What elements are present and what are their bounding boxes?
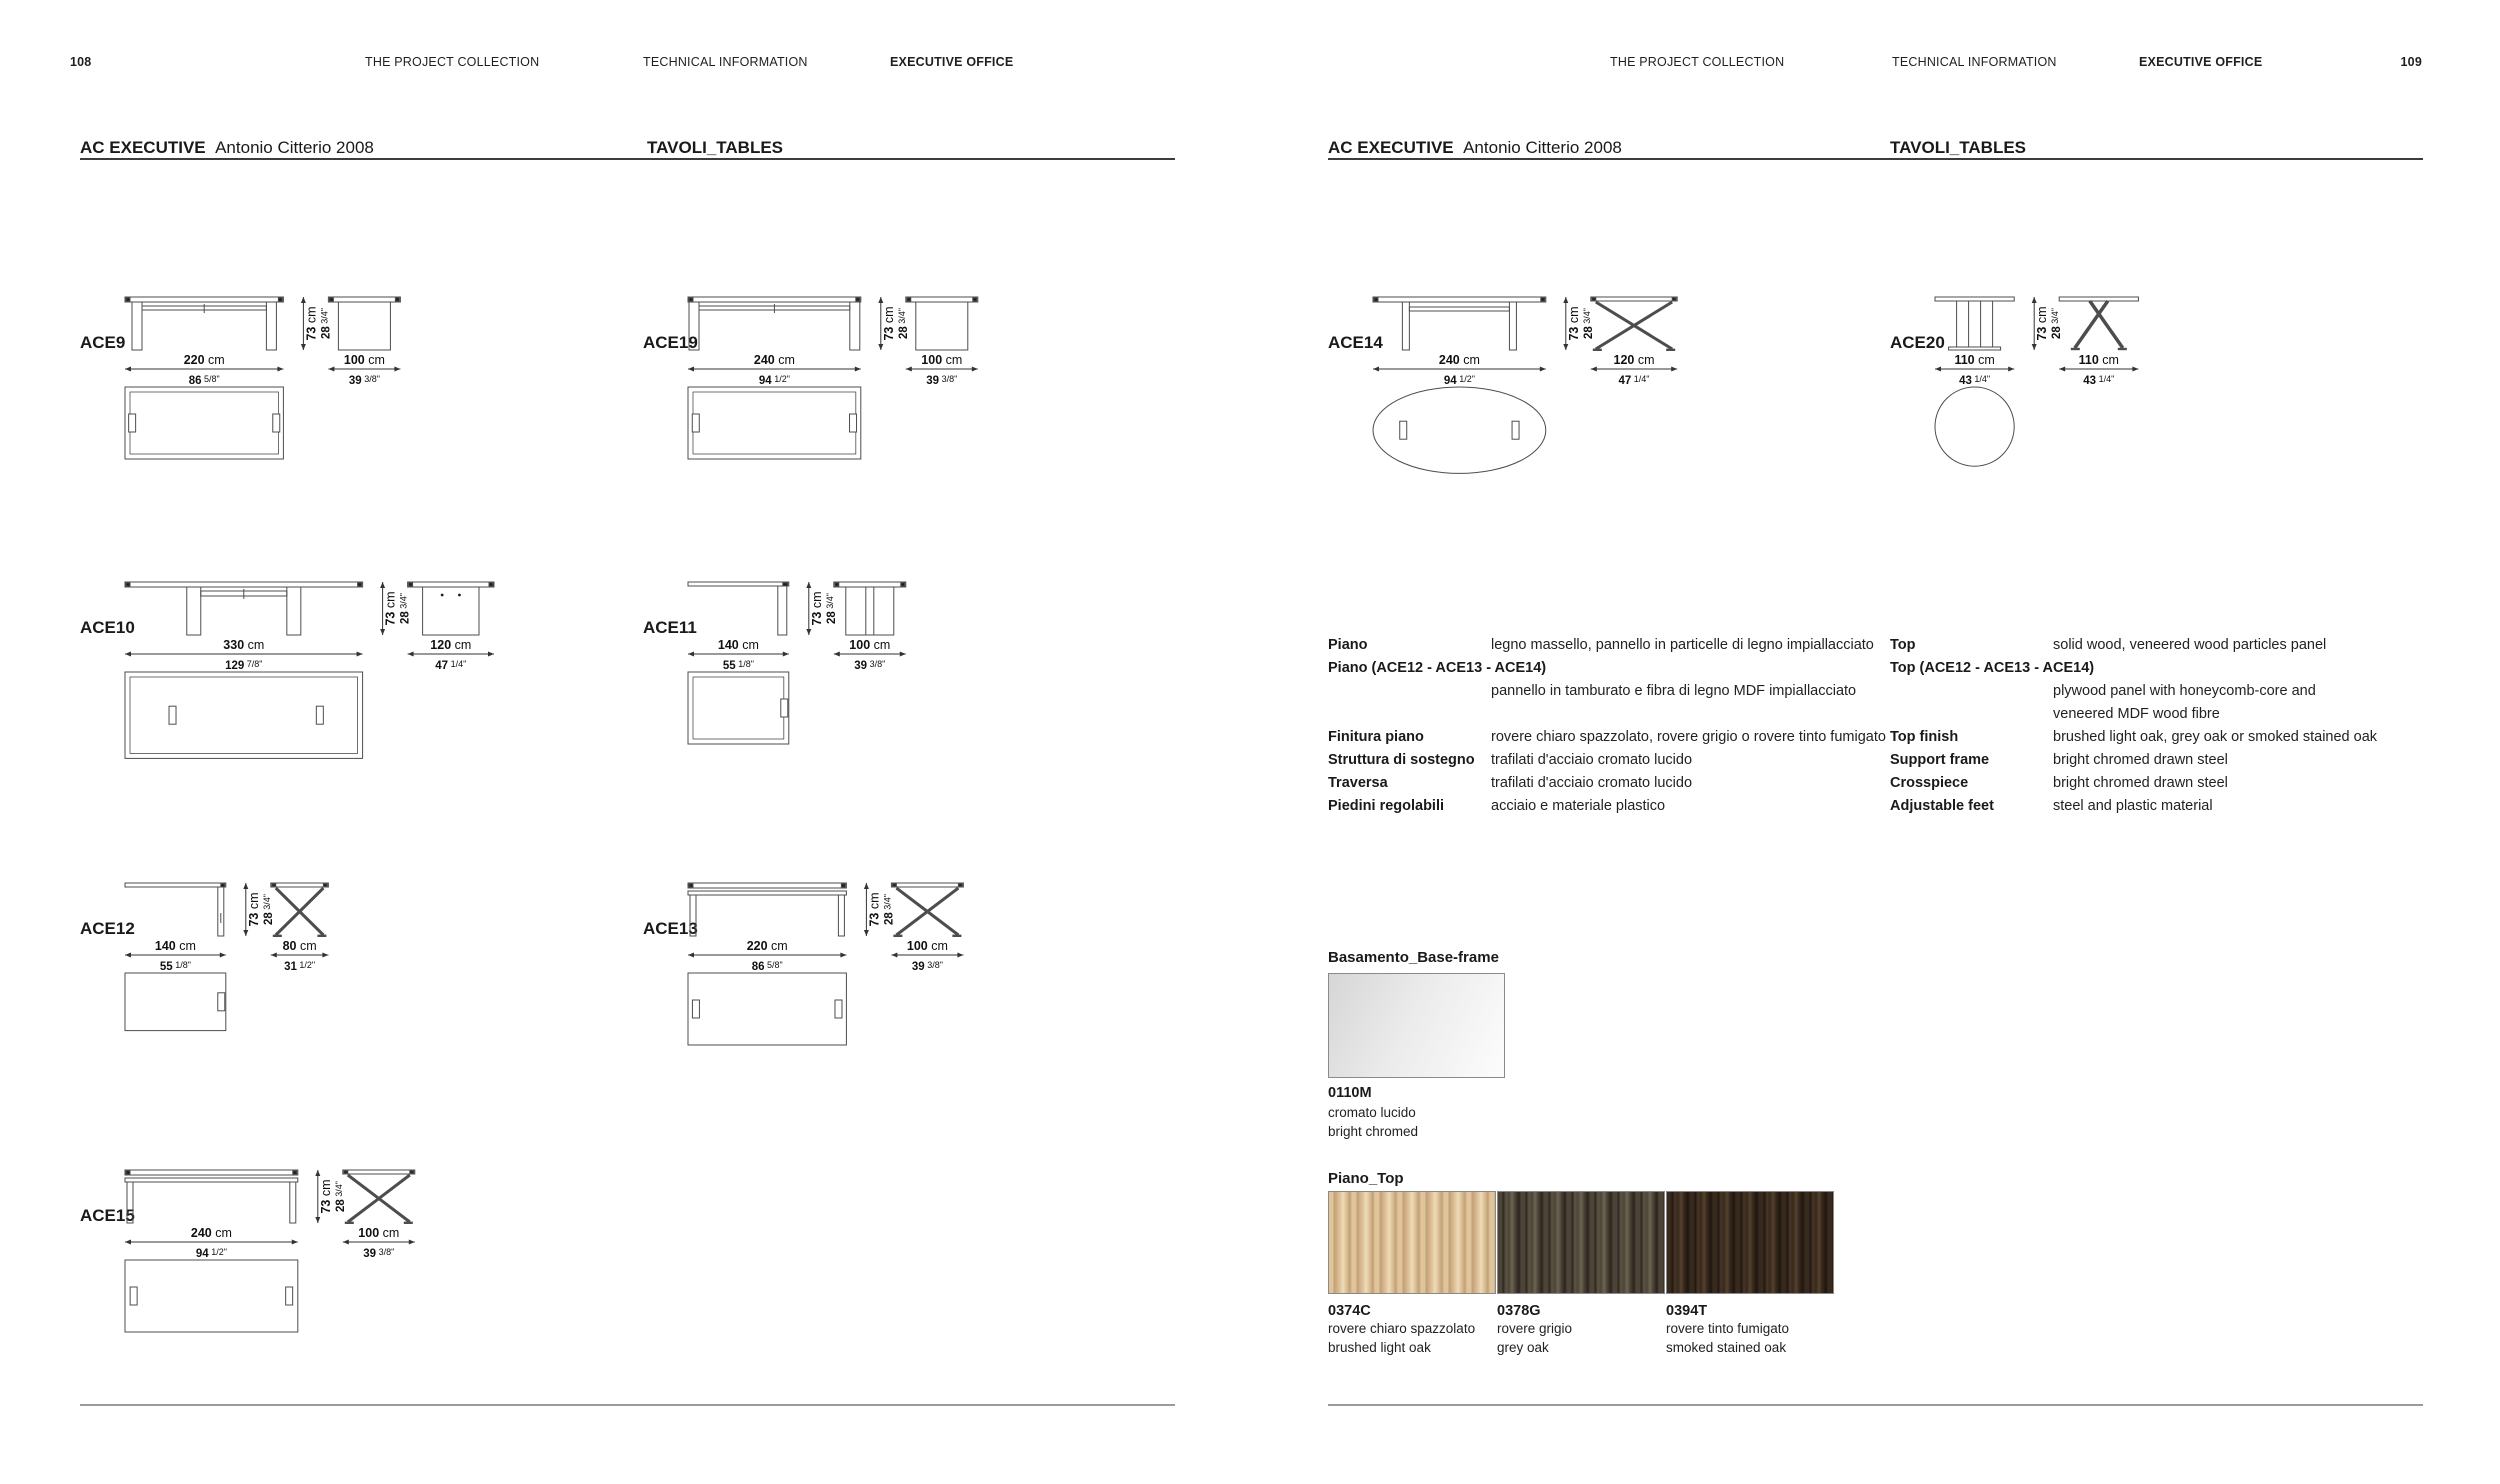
svg-text:240 cm: 240 cm — [753, 353, 795, 367]
svg-text:220 cm: 220 cm — [746, 939, 788, 953]
svg-text:47 1/4": 47 1/4" — [1618, 374, 1650, 387]
svg-text:100 cm: 100 cm — [358, 1226, 400, 1240]
page-number-left: 108 — [70, 55, 92, 69]
svg-text:73 cm: 73 cm — [809, 591, 824, 626]
svg-text:39 3/8": 39 3/8" — [348, 374, 380, 387]
svg-text:86 5/8": 86 5/8" — [188, 374, 220, 387]
base-frame-section-title: Basamento_Base-frame — [1328, 949, 1499, 966]
model-label: ACE12 — [80, 919, 135, 938]
finish-name-en: smoked stained oak — [1666, 1340, 1787, 1355]
finish-name-it: rovere grigio — [1497, 1321, 1573, 1336]
svg-text:28 3/4": 28 3/4" — [319, 307, 333, 340]
drawing-svg-ACE11 — [643, 582, 948, 750]
svg-text:140 cm: 140 cm — [154, 939, 196, 953]
spec-term: Crosspiece — [1890, 775, 1969, 791]
svg-text:73 cm: 73 cm — [867, 892, 882, 927]
header-section-right: EXECUTIVE OFFICE — [2139, 55, 2263, 69]
svg-text:47 1/4": 47 1/4" — [435, 659, 467, 672]
svg-text:94 1/2": 94 1/2" — [758, 374, 790, 387]
finish-name-it: rovere chiaro spazzolato — [1328, 1321, 1476, 1336]
spec-term: Traversa — [1328, 775, 1388, 791]
spec-term: Top (ACE12 - ACE13 - ACE14) — [1890, 660, 2095, 676]
wood-grain-sample — [1328, 1191, 1496, 1294]
svg-text:94 1/2": 94 1/2" — [195, 1247, 227, 1260]
model-label: ACE14 — [1328, 333, 1383, 352]
spec-desc: bright chromed drawn steel — [2053, 775, 2228, 791]
spec-term: Piano — [1328, 637, 1368, 653]
finish-code: 0374C — [1328, 1303, 1371, 1319]
svg-text:110 cm: 110 cm — [1954, 353, 1995, 367]
product-name: AC EXECUTIVE — [80, 138, 206, 157]
svg-text:28 3/4": 28 3/4" — [261, 893, 275, 926]
svg-text:100 cm: 100 cm — [849, 638, 891, 652]
category-title-right: TAVOLI_TABLES — [1890, 138, 2026, 157]
svg-text:94 1/2": 94 1/2" — [1443, 374, 1475, 387]
spec-term: Top finish — [1890, 729, 1959, 745]
spec-term: Support frame — [1890, 752, 1990, 768]
spec-desc: solid wood, veneered wood particles panel — [2053, 637, 2327, 653]
drawing-svg-ACE15 — [80, 1170, 457, 1338]
header-collection-right: THE PROJECT COLLECTION — [1610, 55, 1785, 69]
spec-desc: acciaio e materiale plastico — [1491, 798, 1666, 814]
svg-text:43 1/4": 43 1/4" — [2083, 374, 2115, 387]
svg-text:120 cm: 120 cm — [430, 638, 472, 652]
wood-swatch-1 — [1497, 1191, 1665, 1357]
header-section-left: EXECUTIVE OFFICE — [890, 55, 1014, 69]
svg-text:55 1/8": 55 1/8" — [722, 659, 754, 672]
spec-desc: plywood panel with honeycomb-core and — [2053, 683, 2316, 699]
finish-swatch-chrome — [1328, 973, 1505, 1078]
svg-text:100 cm: 100 cm — [906, 939, 948, 953]
svg-text:80 cm: 80 cm — [282, 939, 317, 953]
spec-desc: trafilati d'acciaio cromato lucido — [1491, 752, 1693, 768]
model-label: ACE13 — [643, 919, 698, 938]
drawing-svg-ACE10 — [80, 582, 536, 764]
svg-text:39 3/8": 39 3/8" — [926, 374, 958, 387]
spec-desc: rovere chiaro spazzolato, rovere grigio o rovere tinto fumigato — [1491, 729, 1886, 745]
model-label: ACE15 — [80, 1206, 135, 1225]
spec-term: Finitura piano — [1328, 729, 1424, 745]
model-label: ACE10 — [80, 618, 135, 637]
spec-desc: steel and plastic material — [2053, 798, 2213, 814]
wood-swatch-2 — [1666, 1191, 1834, 1357]
finish-name-en: grey oak — [1497, 1340, 1549, 1355]
svg-text:39 3/8": 39 3/8" — [363, 1247, 395, 1260]
svg-text:100 cm: 100 cm — [921, 353, 963, 367]
svg-text:55 1/8": 55 1/8" — [159, 960, 191, 973]
spec-desc: brushed light oak, grey oak or smoked stained oak — [2053, 729, 2378, 745]
svg-text:140 cm: 140 cm — [717, 638, 759, 652]
svg-text:28 3/4": 28 3/4" — [896, 307, 910, 340]
finish-name-it-chrome: cromato lucido — [1328, 1105, 1416, 1120]
model-label: ACE11 — [643, 618, 697, 637]
svg-text:86 5/8": 86 5/8" — [751, 960, 783, 973]
header-technical-right: TECHNICAL INFORMATION — [1892, 55, 2057, 69]
drawing-svg-ACE14 — [1328, 297, 1719, 479]
drawing-svg-ACE13 — [643, 883, 1005, 1051]
product-name: AC EXECUTIVE — [1328, 138, 1454, 157]
svg-text:73 cm: 73 cm — [2035, 306, 2050, 341]
finish-name-en: brushed light oak — [1328, 1340, 1431, 1355]
spec-desc: legno massello, pannello in particelle di legno impiallacciato — [1491, 637, 1874, 653]
page-number-right: 109 — [2400, 55, 2422, 69]
svg-text:330 cm: 330 cm — [223, 638, 265, 652]
header-collection-left: THE PROJECT COLLECTION — [365, 55, 540, 69]
wood-grain-sample — [1666, 1191, 1834, 1294]
finish-name-en-chrome: bright chromed — [1328, 1124, 1419, 1139]
svg-text:28 3/4": 28 3/4" — [2050, 307, 2064, 340]
spec-term: Adjustable feet — [1890, 798, 1994, 814]
spec-term: Struttura di sostegno — [1328, 752, 1475, 768]
finish-code-chrome: 0110M — [1328, 1085, 1372, 1101]
svg-text:28 3/4": 28 3/4" — [824, 592, 838, 625]
designer-name: Antonio Citterio 2008 — [1463, 138, 1622, 157]
spec-desc: pannello in tamburato e fibra di legno MDF impiallacciato — [1491, 683, 1857, 699]
spec-term: Top — [1890, 637, 1916, 653]
svg-text:73 cm: 73 cm — [383, 591, 398, 626]
finish-name-it: rovere tinto fumigato — [1666, 1321, 1790, 1336]
model-label: ACE20 — [1890, 333, 1945, 352]
spec-desc: trafilati d'acciaio cromato lucido — [1491, 775, 1693, 791]
svg-text:73 cm: 73 cm — [881, 306, 896, 341]
drawing-svg-ACE9 — [80, 297, 442, 465]
wood-grain-sample — [1497, 1191, 1665, 1294]
model-label: ACE19 — [643, 333, 698, 352]
spec-term: Piano (ACE12 - ACE13 - ACE14) — [1328, 660, 1547, 676]
footer-rule-left — [80, 1404, 1175, 1406]
finish-code: 0378G — [1497, 1303, 1541, 1319]
finish-code: 0394T — [1666, 1303, 1708, 1319]
svg-text:110 cm: 110 cm — [2078, 353, 2119, 367]
drawing-svg-ACE12 — [80, 883, 370, 1037]
svg-text:39 3/8": 39 3/8" — [854, 659, 886, 672]
svg-text:120 cm: 120 cm — [1613, 353, 1655, 367]
drawing-svg-ACE20 — [1890, 297, 2180, 472]
svg-text:73 cm: 73 cm — [246, 892, 261, 927]
svg-text:43 1/4": 43 1/4" — [1959, 374, 1991, 387]
designer-name: Antonio Citterio 2008 — [215, 138, 374, 157]
svg-text:240 cm: 240 cm — [190, 1226, 232, 1240]
svg-text:129 7/8": 129 7/8" — [225, 659, 263, 672]
top-finish-section-title: Piano_Top — [1328, 1170, 1404, 1187]
spec-desc: veneered MDF wood fibre — [2053, 706, 2220, 722]
spec-term: Piedini regolabili — [1328, 798, 1445, 814]
header-technical-left: TECHNICAL INFORMATION — [643, 55, 808, 69]
svg-text:100 cm: 100 cm — [343, 353, 385, 367]
model-label: ACE9 — [80, 333, 126, 352]
svg-text:28 3/4": 28 3/4" — [882, 893, 896, 926]
svg-text:28 3/4": 28 3/4" — [398, 592, 412, 625]
svg-text:73 cm: 73 cm — [304, 306, 319, 341]
category-title-left: TAVOLI_TABLES — [647, 138, 783, 157]
svg-text:73 cm: 73 cm — [1566, 306, 1581, 341]
spec-desc: bright chromed drawn steel — [2053, 752, 2228, 768]
svg-text:39 3/8": 39 3/8" — [911, 960, 943, 973]
wood-swatch-0 — [1328, 1191, 1496, 1357]
svg-text:220 cm: 220 cm — [183, 353, 225, 367]
svg-text:31 1/2": 31 1/2" — [284, 960, 316, 973]
svg-text:240 cm: 240 cm — [1438, 353, 1480, 367]
drawing-svg-ACE19 — [643, 297, 1020, 465]
svg-text:28 3/4": 28 3/4" — [1581, 307, 1595, 340]
svg-text:28 3/4": 28 3/4" — [333, 1180, 347, 1213]
svg-text:73 cm: 73 cm — [318, 1179, 333, 1214]
footer-rule-right — [1328, 1404, 2423, 1406]
